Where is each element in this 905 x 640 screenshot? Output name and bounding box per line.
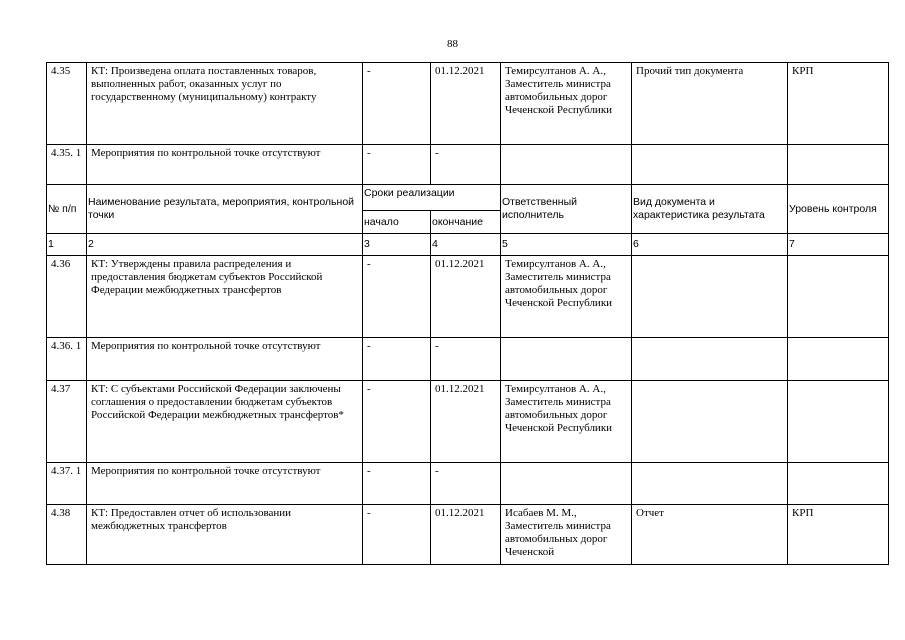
row-start: - <box>363 463 431 505</box>
header-col-number: 2 <box>87 234 363 256</box>
row-start: - <box>363 256 431 338</box>
row-document <box>632 256 788 338</box>
table-row <box>47 145 889 185</box>
row-responsible: Темирсултанов А. А., Заместитель министра автомобильных дорог Чеченской Республики <box>501 63 632 145</box>
table-header-numbers <box>47 234 889 256</box>
row-end: 01.12.2021 <box>431 63 501 145</box>
row-end: 01.12.2021 <box>431 256 501 338</box>
row-responsible <box>501 338 632 381</box>
row-start: - <box>363 338 431 381</box>
row-start: - <box>363 505 431 565</box>
header-start: начало <box>363 211 431 234</box>
page-number: 88 <box>447 38 458 50</box>
table-row <box>47 463 889 505</box>
header-col-number: 3 <box>363 234 431 256</box>
row-start: - <box>363 145 431 185</box>
row-number: 4.37 <box>47 381 87 463</box>
row-number: 4.37. 1 <box>47 463 87 505</box>
row-level <box>788 463 889 505</box>
table-row <box>47 381 889 463</box>
row-number: 4.35. 1 <box>47 145 87 185</box>
row-level: КРП <box>788 63 889 145</box>
header-name: Наименование результата, мероприятия, контрольной точки <box>87 185 363 234</box>
row-end: 01.12.2021 <box>431 505 501 565</box>
row-document <box>632 381 788 463</box>
row-name: Мероприятия по контрольной точке отсутствуют <box>87 463 363 505</box>
row-number: 4.35 <box>47 63 87 145</box>
control-points-table <box>46 62 889 565</box>
row-end: - <box>431 463 501 505</box>
header-end: окончание <box>431 211 501 234</box>
row-responsible: Темирсултанов А. А., Заместитель министра автомобильных дорог Чеченской Республики <box>501 256 632 338</box>
header-col-number: 7 <box>788 234 889 256</box>
row-document: Отчет <box>632 505 788 565</box>
row-responsible <box>501 463 632 505</box>
row-responsible: Темирсултанов А. А., Заместитель министра автомобильных дорог Чеченской Республики <box>501 381 632 463</box>
table-row <box>47 505 889 565</box>
row-name: КТ: С субъектами Российской Федерации заключены соглашения о предоставлении бюджетам субъектов Российской Федерации межбюджетных трансфертов* <box>87 381 363 463</box>
row-document <box>632 338 788 381</box>
table-row <box>47 256 889 338</box>
header-num: № п/п <box>47 185 87 234</box>
row-number: 4.38 <box>47 505 87 565</box>
row-start: - <box>363 381 431 463</box>
row-name: КТ: Предоставлен отчет об использовании межбюджетных трансфертов <box>87 505 363 565</box>
row-level <box>788 145 889 185</box>
header-dates: Сроки реализации <box>363 185 501 211</box>
row-end: - <box>431 145 501 185</box>
row-responsible: Исабаев М. М., Заместитель министра автомобильных дорог Чеченской <box>501 505 632 565</box>
header-col-number: 4 <box>431 234 501 256</box>
row-start: - <box>363 63 431 145</box>
row-responsible <box>501 145 632 185</box>
row-level <box>788 256 889 338</box>
row-document <box>632 145 788 185</box>
header-col-number: 6 <box>632 234 788 256</box>
row-level <box>788 338 889 381</box>
row-number: 4.36 <box>47 256 87 338</box>
header-level: Уровень контроля <box>788 185 889 234</box>
header-col-number: 5 <box>501 234 632 256</box>
row-level: КРП <box>788 505 889 565</box>
row-end: - <box>431 338 501 381</box>
row-name: КТ: Произведена оплата поставленных товаров, выполненных работ, оказанных услуг по государственному (муниципальному) контракту <box>87 63 363 145</box>
row-name: КТ: Утверждены правила распределения и предоставления бюджетам субъектов Российской Федерации межбюджетных трансфертов <box>87 256 363 338</box>
row-document: Прочий тип документа <box>632 63 788 145</box>
row-end: 01.12.2021 <box>431 381 501 463</box>
row-number: 4.36. 1 <box>47 338 87 381</box>
table-row <box>47 338 889 381</box>
row-name: Мероприятия по контрольной точке отсутствуют <box>87 145 363 185</box>
header-document: Вид документа и характеристика результата <box>632 185 788 234</box>
row-name: Мероприятия по контрольной точке отсутствуют <box>87 338 363 381</box>
table-row <box>47 63 889 145</box>
table-header-row <box>47 185 889 211</box>
header-responsible: Ответственный исполнитель <box>501 185 632 234</box>
header-col-number: 1 <box>47 234 87 256</box>
row-level <box>788 381 889 463</box>
row-document <box>632 463 788 505</box>
